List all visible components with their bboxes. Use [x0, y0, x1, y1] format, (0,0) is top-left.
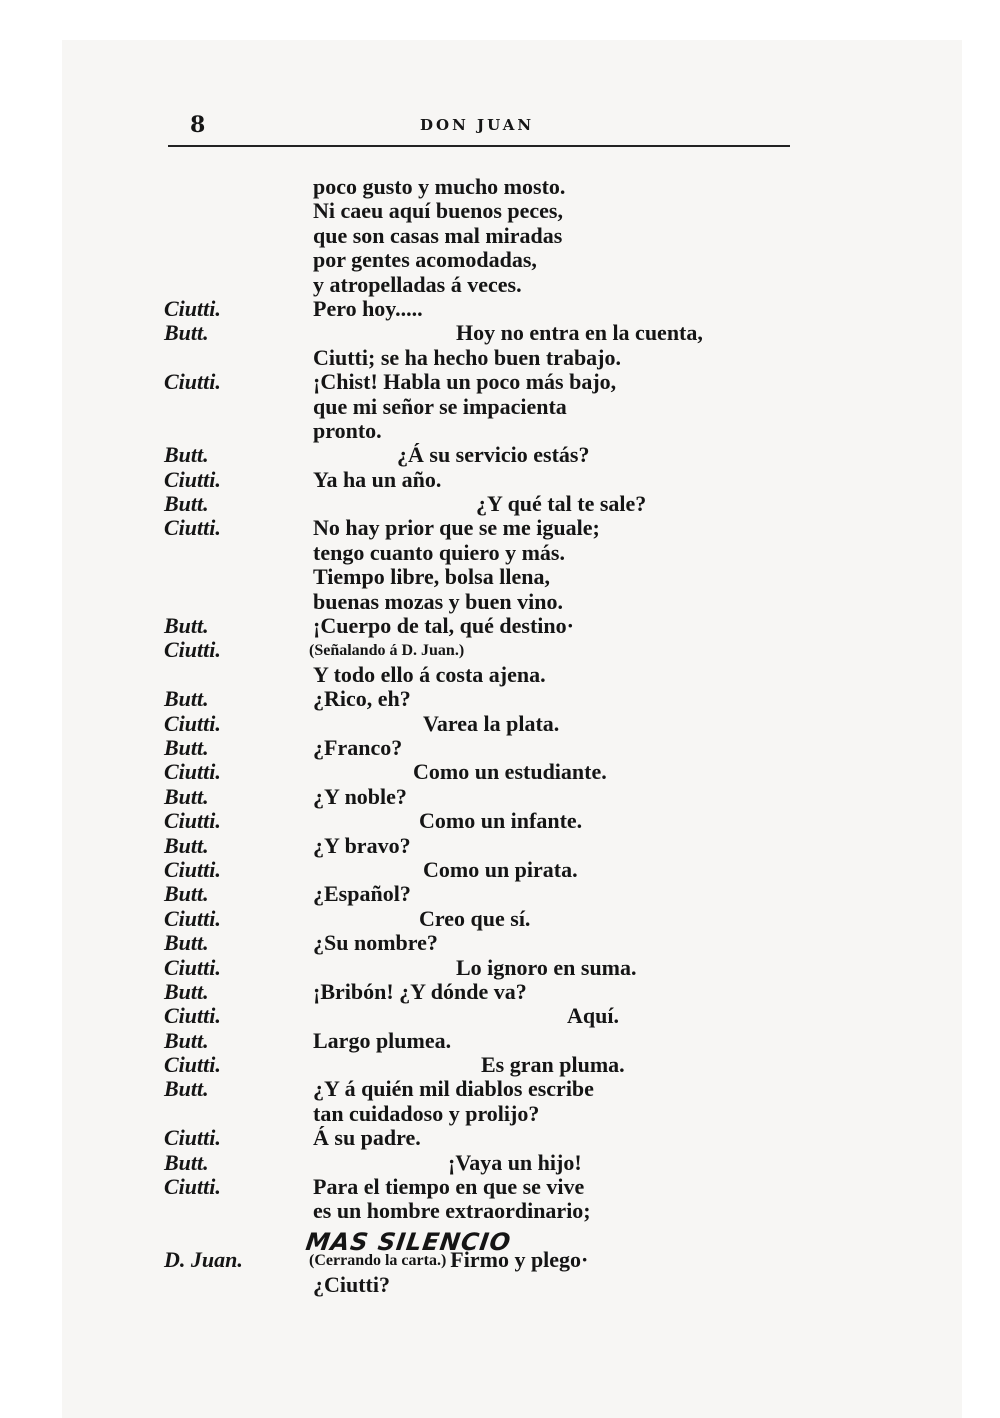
- speaker-name: Ciutti.: [164, 905, 221, 931]
- line-text: buenas mozas y buen vino.: [313, 588, 564, 614]
- speaker-name: Butt.: [164, 978, 209, 1004]
- speaker-name: Ciutti.: [164, 369, 221, 395]
- line-text: ¿Su nombre?: [313, 930, 438, 956]
- verse-line: [0, 247, 1000, 271]
- line-text-wrap: [309, 247, 537, 273]
- verse-line: [0, 906, 1000, 930]
- speaker-name: Butt.: [164, 1149, 209, 1175]
- line-text: pronto.: [313, 417, 382, 443]
- line-text-wrap: [309, 467, 441, 493]
- stage-direction: (Cerrando la carta.): [309, 1252, 447, 1270]
- line-text-wrap: [309, 394, 567, 420]
- line-text: que mi señor se impacienta: [313, 393, 567, 419]
- verse-line: [0, 930, 1000, 954]
- speaker-name: Ciutti.: [164, 295, 221, 321]
- verse-line: [0, 515, 1000, 539]
- line-text-wrap: [309, 174, 565, 200]
- verse-line: [0, 808, 1000, 832]
- line-text-wrap: [309, 881, 411, 907]
- verse-line: [0, 564, 1000, 588]
- line-text-wrap: [563, 1003, 619, 1029]
- line-text: Ni caeu aquí buenos peces,: [313, 198, 563, 224]
- line-text-wrap: [415, 906, 530, 932]
- speaker-name: Butt.: [164, 930, 209, 956]
- handwritten-annotation: MAS SILENCIO: [304, 1228, 513, 1256]
- verse-line: [0, 881, 1000, 905]
- line-text: ¡Chist! Habla un poco más bajo,: [313, 369, 617, 395]
- verse-line: [0, 613, 1000, 637]
- verse-line: [0, 1125, 1000, 1149]
- line-text: Hoy no entra en la cuenta,: [456, 320, 703, 346]
- line-text-wrap: [309, 1028, 451, 1054]
- line-text: Creo que sí.: [419, 905, 531, 931]
- line-text-wrap: [309, 1101, 539, 1127]
- speaker-name: D. Juan.: [164, 1247, 243, 1273]
- line-text: es un hombre extraordinario;: [313, 1198, 591, 1224]
- speaker-name: Ciutti.: [164, 808, 221, 834]
- line-text: ¿Y bravo?: [313, 832, 411, 858]
- verse-line: [0, 1150, 1000, 1174]
- line-text-wrap: [309, 1174, 584, 1200]
- verse-line: [0, 1174, 1000, 1198]
- line-text: Como un estudiante.: [413, 759, 607, 785]
- line-text: Ciutti; se ha hecho buen trabajo.: [313, 344, 622, 370]
- speaker-name: Ciutti.: [164, 710, 221, 736]
- verse-lines: [0, 174, 1000, 1296]
- line-text: Como un pirata.: [423, 856, 578, 882]
- line-text-wrap: [309, 1272, 390, 1298]
- speaker-name: Butt.: [164, 686, 209, 712]
- line-text: tan cuidadoso y prolijo?: [313, 1100, 540, 1126]
- page-number: 8: [190, 112, 206, 138]
- verse-line: [0, 467, 1000, 491]
- verse-line: [0, 442, 1000, 466]
- line-text: ¿Ciutti?: [313, 1271, 390, 1297]
- line-text: Y todo ello á costa ajena.: [313, 661, 546, 687]
- line-text-wrap: [452, 955, 637, 981]
- line-text: ¿Franco?: [313, 734, 403, 760]
- verse-line: [0, 637, 1000, 661]
- line-text: Firmo y plego·: [450, 1247, 589, 1273]
- verse-line: [0, 979, 1000, 1003]
- line-text: tengo cuanto quiero y más.: [313, 539, 565, 565]
- line-text: ¿Y noble?: [313, 783, 407, 809]
- line-text-wrap: [477, 1052, 625, 1078]
- verse-line: [0, 540, 1000, 564]
- speaker-name: Butt.: [164, 1076, 209, 1102]
- speaker-name: Butt.: [164, 442, 209, 468]
- line-text-wrap: [393, 442, 589, 468]
- speaker-name: Ciutti.: [164, 1052, 221, 1078]
- line-text-wrap: [309, 637, 468, 663]
- line-text: Varea la plata.: [423, 710, 560, 736]
- running-title: DON JUAN: [420, 116, 535, 134]
- speaker-name: Ciutti.: [164, 637, 221, 663]
- verse-line: [0, 711, 1000, 735]
- line-text: Ya ha un año.: [313, 466, 442, 492]
- line-text-wrap: [309, 1125, 421, 1151]
- verse-line: [0, 174, 1000, 198]
- verse-line: [0, 1076, 1000, 1100]
- line-text-wrap: [309, 613, 574, 639]
- line-text-wrap: [309, 564, 550, 590]
- header-rule: [168, 145, 790, 147]
- verse-line: [0, 1101, 1000, 1125]
- line-text: por gentes acomodadas,: [313, 247, 537, 273]
- line-text: No hay prior que se me iguale;: [313, 515, 600, 541]
- speaker-name: Butt.: [164, 320, 209, 346]
- verse-line: [0, 735, 1000, 759]
- line-text-wrap: [309, 540, 565, 566]
- verse-line: [0, 296, 1000, 320]
- line-text: ¿Y á quién mil diablos escribe: [313, 1076, 594, 1102]
- line-text: ¡Vaya un hijo!: [448, 1149, 582, 1175]
- verse-line: [0, 589, 1000, 613]
- verse-line: [0, 1272, 1000, 1296]
- speaker-name: Butt.: [164, 783, 209, 809]
- line-text: ¿Á su servicio estás?: [397, 442, 590, 468]
- line-text: Como un infante.: [419, 808, 583, 834]
- line-text: Aquí.: [567, 1003, 619, 1029]
- verse-line: [0, 759, 1000, 783]
- verse-line: [0, 1003, 1000, 1027]
- line-text-wrap: [444, 1150, 582, 1176]
- speaker-name: Butt.: [164, 491, 209, 517]
- verse-line: [0, 223, 1000, 247]
- speaker-name: Ciutti.: [164, 1174, 221, 1200]
- speaker-name: Butt.: [164, 1027, 209, 1053]
- line-text-wrap: [309, 369, 616, 395]
- speaker-name: Butt.: [164, 734, 209, 760]
- line-text: Largo plumea.: [313, 1027, 452, 1053]
- line-text-wrap: [452, 320, 703, 346]
- line-text-wrap: [309, 686, 411, 712]
- line-text-wrap: [309, 979, 527, 1005]
- line-text-wrap: [309, 296, 423, 322]
- line-text-wrap: [309, 272, 522, 298]
- verse-line: [0, 784, 1000, 808]
- verse-line: [0, 686, 1000, 710]
- line-text: ¡Bribón! ¿Y dónde va?: [313, 978, 527, 1004]
- verse-line: [0, 833, 1000, 857]
- line-text-wrap: [309, 833, 411, 859]
- line-text-wrap: [309, 930, 438, 956]
- line-text-wrap: [309, 418, 382, 444]
- line-text-wrap: [309, 1198, 591, 1224]
- line-text-wrap: [415, 808, 582, 834]
- verse-line: [0, 272, 1000, 296]
- verse-line: [0, 1028, 1000, 1052]
- line-text: ¿Y qué tal te sale?: [476, 491, 647, 517]
- line-text-wrap: [309, 784, 407, 810]
- line-text: Es gran pluma.: [481, 1052, 625, 1078]
- verse-line: [0, 418, 1000, 442]
- line-text-wrap: [419, 711, 559, 737]
- stage-direction: (Señalando á D. Juan.): [309, 642, 465, 660]
- line-text: poco gusto y mucho mosto.: [313, 174, 566, 199]
- line-text-wrap: [419, 857, 578, 883]
- line-text-wrap: [309, 515, 600, 541]
- line-text-wrap: [309, 198, 563, 224]
- verse-line: [0, 394, 1000, 418]
- line-text: ¿Rico, eh?: [313, 686, 411, 712]
- line-text: que son casas mal miradas: [313, 222, 563, 248]
- line-text: ¡Cuerpo de tal, qué destino·: [313, 613, 574, 639]
- speaker-name: Ciutti.: [164, 466, 221, 492]
- line-text-wrap: [309, 735, 402, 761]
- speaker-name: Ciutti.: [164, 759, 221, 785]
- line-text: Para el tiempo en que se vive: [313, 1174, 585, 1200]
- speaker-name: Ciutti.: [164, 515, 221, 541]
- verse-line: [0, 955, 1000, 979]
- line-text-wrap: [309, 1076, 594, 1102]
- line-text-wrap: [309, 589, 563, 615]
- verse-line: [0, 369, 1000, 393]
- verse-line: [0, 1052, 1000, 1076]
- line-text: Á su padre.: [313, 1125, 421, 1151]
- speaker-name: Butt.: [164, 613, 209, 639]
- verse-line: [0, 491, 1000, 515]
- speaker-name: Ciutti.: [164, 1125, 221, 1151]
- line-text: y atropelladas á veces.: [313, 271, 522, 297]
- verse-line: [0, 857, 1000, 881]
- speaker-name: Butt.: [164, 881, 209, 907]
- line-text: Pero hoy.....: [313, 295, 423, 321]
- line-text: Tiempo libre, bolsa llena,: [313, 564, 550, 590]
- verse-line: [0, 198, 1000, 222]
- line-text-wrap: [309, 662, 546, 688]
- speaker-name: Ciutti.: [164, 856, 221, 882]
- line-text: ¿Español?: [313, 881, 411, 907]
- speaker-name: Ciutti.: [164, 1003, 221, 1029]
- line-text-wrap: [309, 345, 621, 371]
- line-text-wrap: [409, 759, 607, 785]
- verse-line: [0, 1198, 1000, 1222]
- line-text-wrap: [309, 223, 562, 249]
- verse-line: [0, 320, 1000, 344]
- verse-line: [0, 345, 1000, 369]
- line-text-wrap: [472, 491, 646, 517]
- speaker-name: Ciutti.: [164, 954, 221, 980]
- page-header: [0, 112, 1000, 142]
- line-text: Lo ignoro en suma.: [456, 954, 637, 980]
- verse-line: [0, 662, 1000, 686]
- speaker-name: Butt.: [164, 832, 209, 858]
